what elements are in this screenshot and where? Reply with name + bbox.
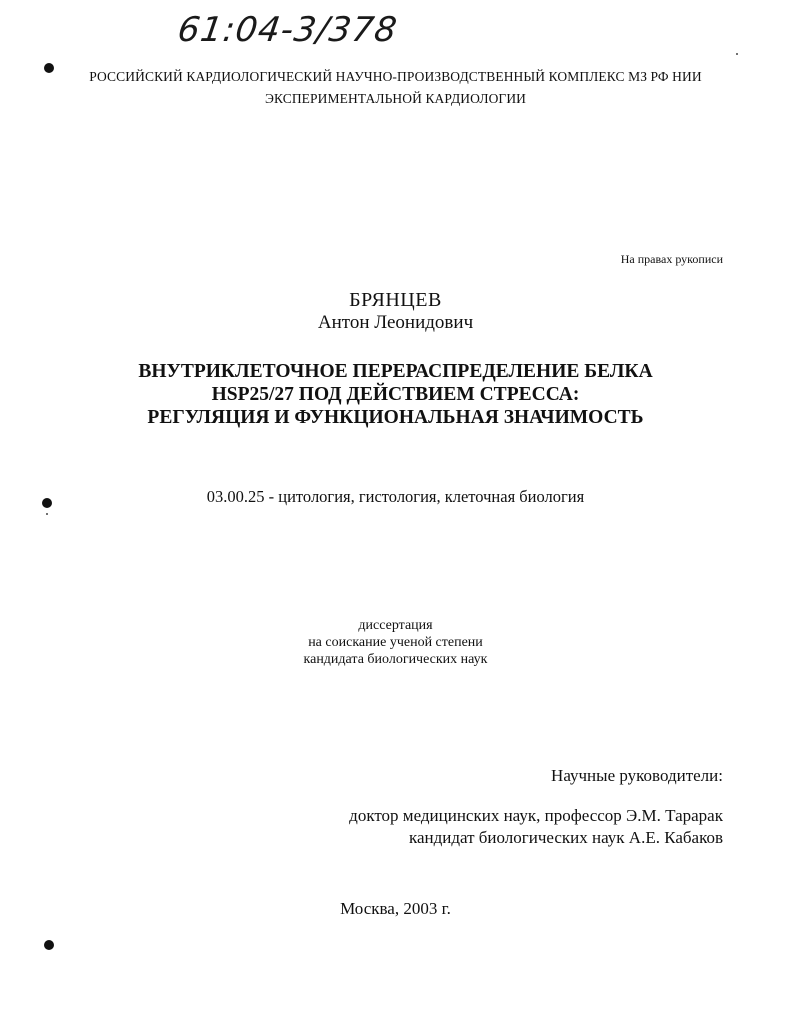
scan-speck xyxy=(736,53,738,55)
title-line-1: ВНУТРИКЛЕТОЧНОЕ ПЕРЕРАСПРЕДЕЛЕНИЕ БЕЛКА xyxy=(138,361,653,382)
title-line-2: HSP25/27 ПОД ДЕЙСТВИЕМ СТРЕССА: xyxy=(211,384,580,405)
author-given-names: Антон Леонидович xyxy=(317,312,474,333)
title-line-3: РЕГУЛЯЦИЯ И ФУНКЦИОНАЛЬНАЯ ЗНАЧИМОСТЬ xyxy=(147,407,644,428)
institution-line-1: РОССИЙСКИЙ КАРДИОЛОГИЧЕСКИЙ НАУЧНО-ПРОИЗВОДСТВЕННЫЙ КОМПЛЕКС МЗ РФ НИИ xyxy=(89,69,702,84)
supervisor-1: доктор медицинских наук, профессор Э.М. Тарарак xyxy=(349,806,723,825)
scan-speck xyxy=(46,513,48,515)
handwritten-catalog-number: 61:04-3/378 xyxy=(175,10,401,50)
supervisor-2: кандидат биологических наук А.Е. Кабаков xyxy=(408,828,723,847)
binder-hole-mark-bottom xyxy=(44,940,54,950)
degree-line-1: диссертация xyxy=(358,618,433,633)
institution-header xyxy=(0,66,791,110)
binder-hole-mark-top xyxy=(44,63,54,73)
city-and-year: Москва, 2003 г. xyxy=(340,899,451,918)
author-surname: БРЯНЦЕВ xyxy=(349,289,442,311)
supervisors-list xyxy=(349,805,723,849)
degree-line-3: кандидата биологических наук xyxy=(303,652,488,667)
binder-hole-mark-middle xyxy=(42,498,52,508)
degree-statement xyxy=(0,617,791,668)
dissertation-title xyxy=(0,360,791,429)
degree-line-2: на соискание ученой степени xyxy=(308,635,483,650)
specialty-code: 03.00.25 - цитология, гистология, клеточная биология xyxy=(206,487,585,506)
manuscript-rights-note: На правах рукописи xyxy=(620,252,723,266)
supervisors-heading: Научные руководители: xyxy=(551,766,723,785)
institution-line-2: ЭКСПЕРИМЕНТАЛЬНОЙ КАРДИОЛОГИИ xyxy=(264,91,527,106)
